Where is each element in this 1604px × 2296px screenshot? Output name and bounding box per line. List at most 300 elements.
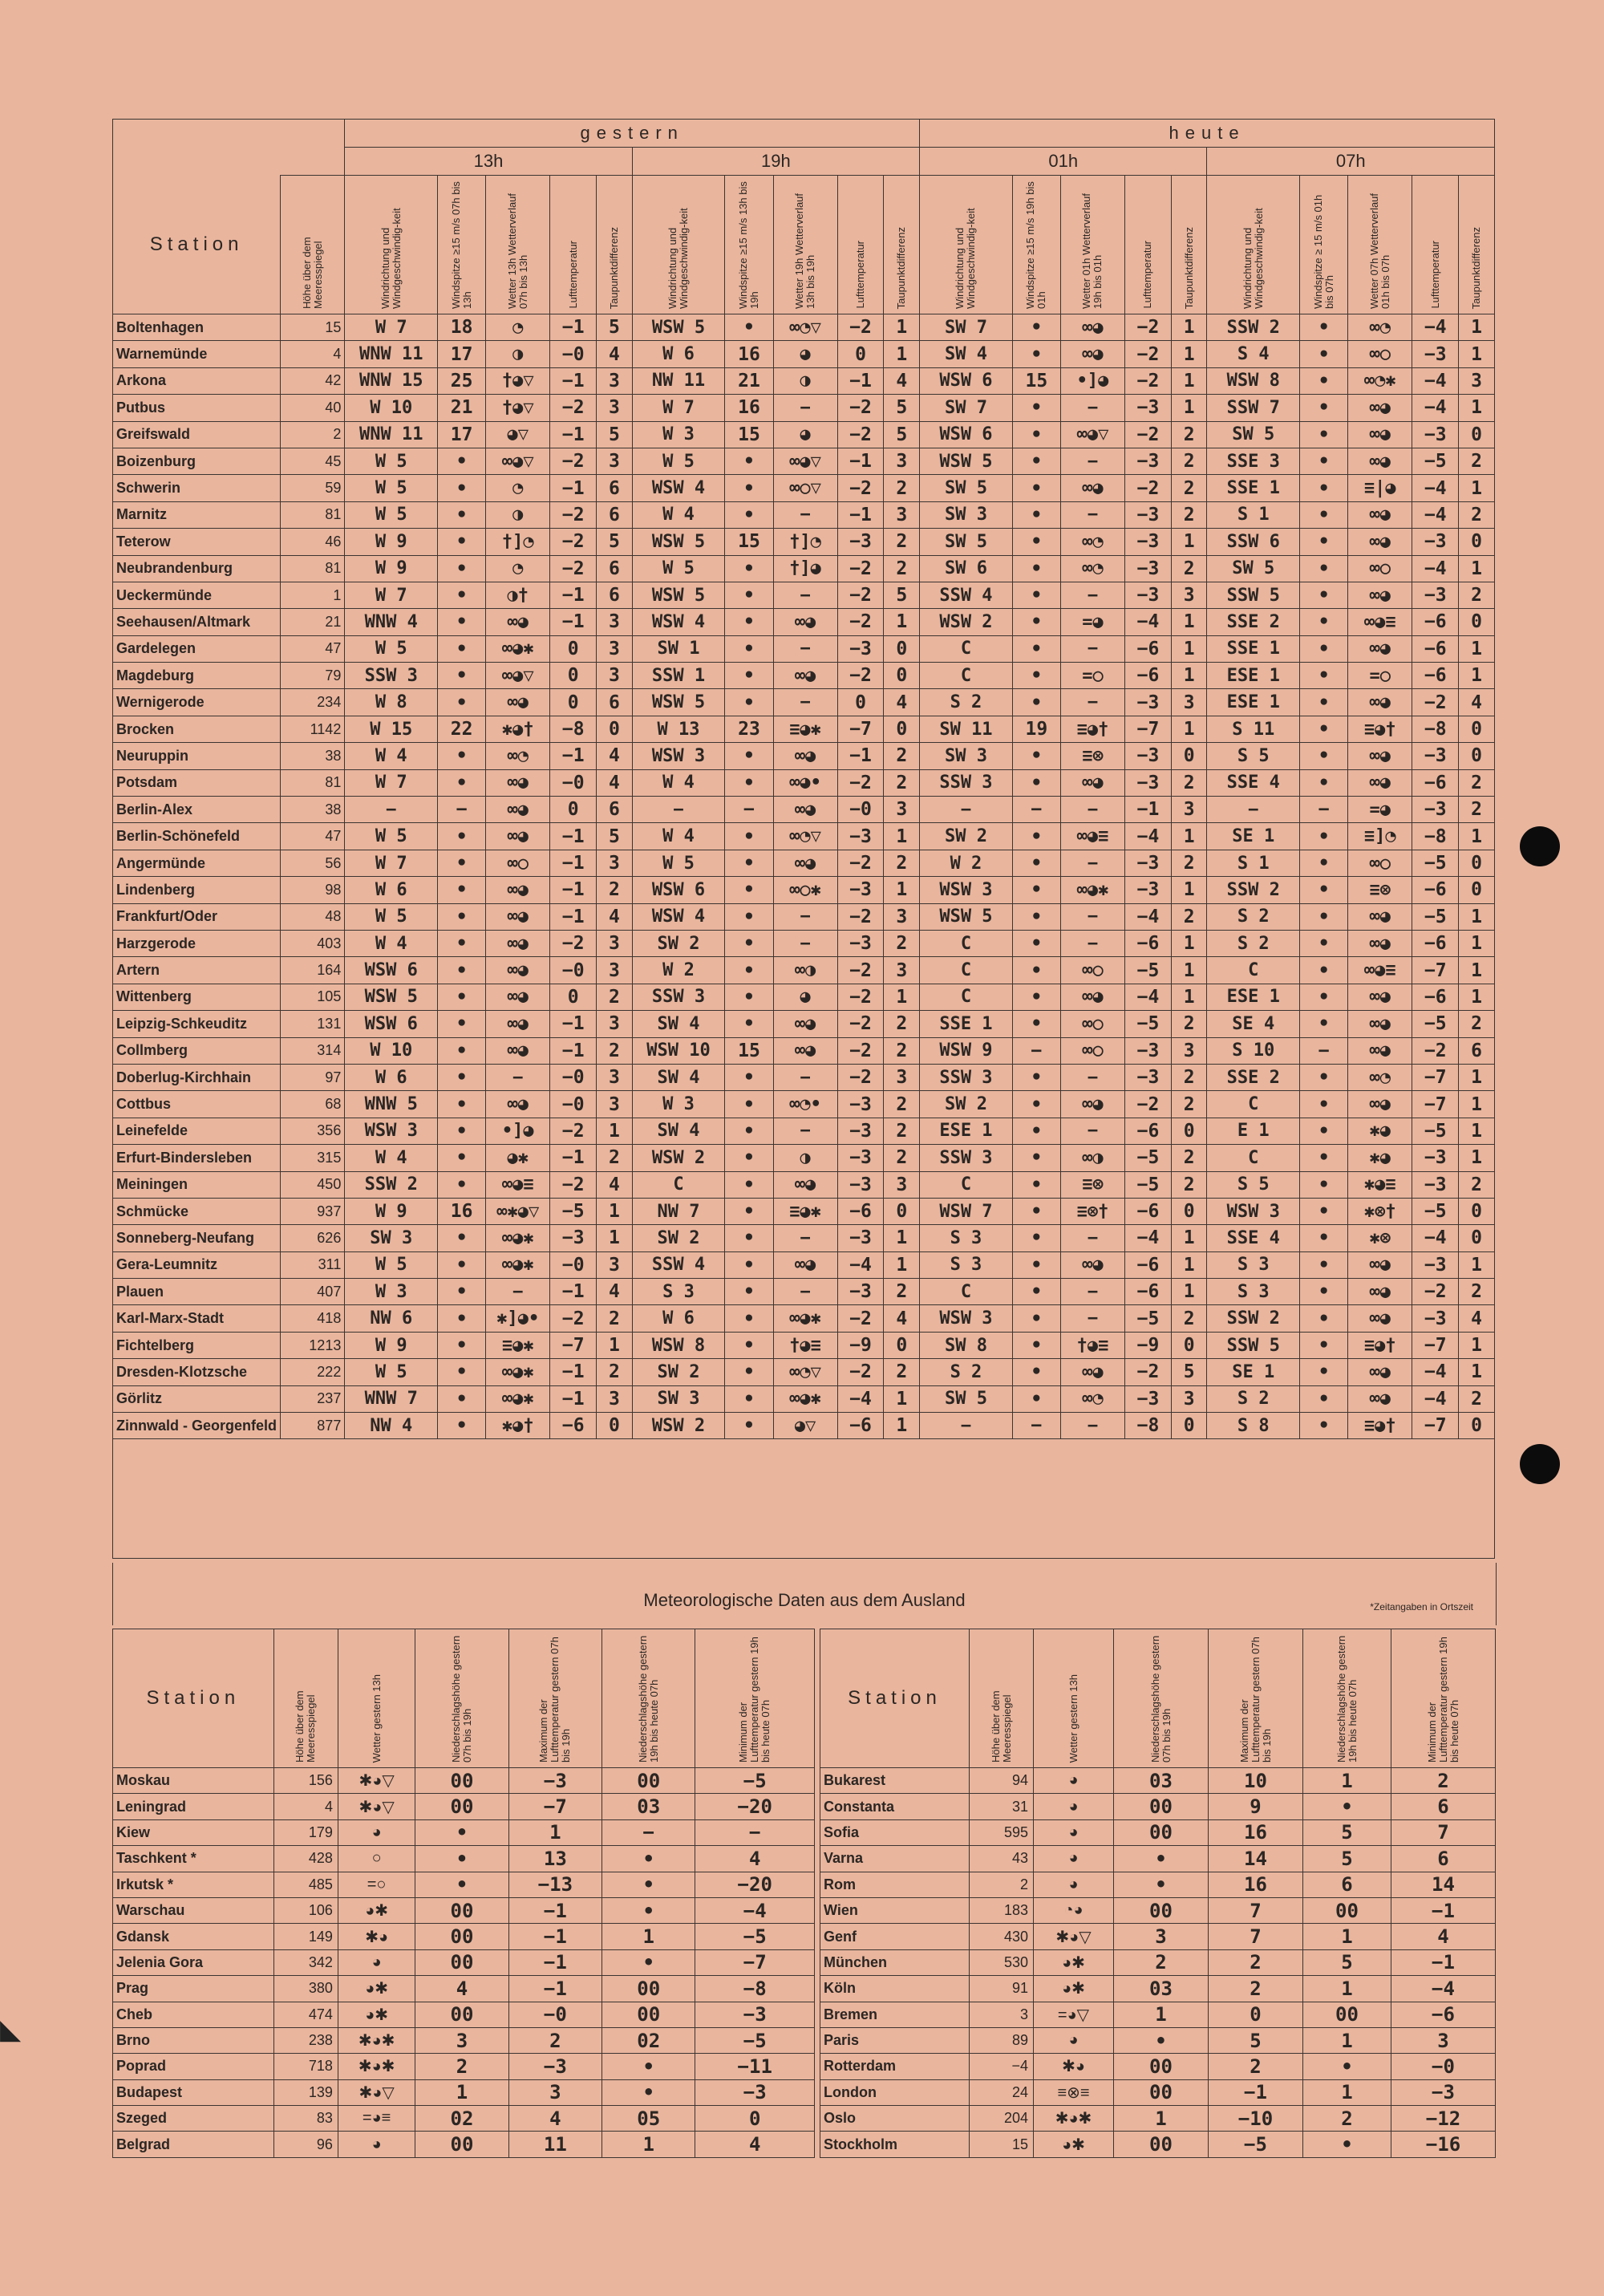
temp-max: −3 <box>508 1768 602 1794</box>
h01-weather: − <box>1060 582 1124 608</box>
precip-day: 00 <box>415 1794 508 1819</box>
g13-wind: WSW 6 <box>345 957 438 984</box>
g19-wind: WSW 5 <box>632 529 725 555</box>
temp-min: − <box>695 1819 815 1845</box>
station-name: Moskau <box>113 1768 274 1794</box>
station-height: 31 <box>970 1794 1034 1819</box>
g13-gust: • <box>438 1011 486 1037</box>
station-name: Karl-Marx-Stadt <box>113 1305 281 1332</box>
precip-night: • <box>602 2079 695 2105</box>
table-row <box>113 555 1495 582</box>
station-height: 430 <box>970 1924 1034 1949</box>
g13-temperature: −1 <box>550 1145 597 1171</box>
station-height: 156 <box>273 1768 338 1794</box>
station-name: Köln <box>820 1976 970 2002</box>
h01-wind: SW 2 <box>920 823 1013 850</box>
h07-dewpoint-diff: 2 <box>1459 1171 1495 1198</box>
h07-gust: • <box>1300 1251 1348 1278</box>
col-header-g19-4: Taupunktdifferenz <box>884 176 920 314</box>
h07-dewpoint-diff: 2 <box>1459 582 1495 608</box>
station-height: 81 <box>281 769 345 796</box>
h07-wind: S 10 <box>1207 1037 1300 1064</box>
g19-wind: WSW 5 <box>632 689 725 716</box>
punch-hole-lower <box>1520 1444 1560 1484</box>
precip-night: 1 <box>1303 1768 1391 1794</box>
table-row <box>113 341 1495 367</box>
precip-day: 02 <box>415 2106 508 2132</box>
h01-weather: ≡⊗† <box>1060 1198 1124 1224</box>
g19-dewpoint-diff: 3 <box>884 1064 920 1090</box>
h07-dewpoint-diff: 1 <box>1459 930 1495 956</box>
h01-temperature: −4 <box>1125 903 1172 930</box>
temp-max: 14 <box>1209 1846 1303 1872</box>
g13-dewpoint-diff: 6 <box>597 797 633 823</box>
station-height: 89 <box>970 2027 1034 2053</box>
g13-temperature: −2 <box>550 529 597 555</box>
station-name: Magdeburg <box>113 663 281 689</box>
precip-day: 00 <box>1114 2079 1209 2105</box>
weather: ◕ <box>338 1949 415 1975</box>
g13-temperature: −1 <box>550 877 597 903</box>
h07-temperature: −3 <box>1412 1171 1459 1198</box>
h01-weather: ∞○ <box>1060 1037 1124 1064</box>
station-name: Boizenburg <box>113 448 281 474</box>
h07-gust: • <box>1300 635 1348 662</box>
g13-temperature: −2 <box>550 555 597 582</box>
weather: ◕ <box>1034 2027 1114 2053</box>
station-height: 97 <box>281 1064 345 1090</box>
g13-wind: W 6 <box>345 877 438 903</box>
g13-weather: ∞◕ <box>486 877 550 903</box>
g19-wind: W 5 <box>632 850 725 876</box>
col-header-g13-0: Windrichtung und Windgeschwindig-keit <box>345 176 438 314</box>
h07-weather: ∞○ <box>1348 341 1412 367</box>
g13-weather: ∞◕▽ <box>486 448 550 474</box>
station-name: Szeged <box>113 2106 274 2132</box>
h01-wind: SW 8 <box>920 1332 1013 1358</box>
g13-wind: W 5 <box>345 635 438 662</box>
h07-dewpoint-diff: 2 <box>1459 1279 1495 1305</box>
h01-wind: SW 3 <box>920 743 1013 769</box>
table-row <box>113 421 1495 448</box>
h01-wind: C <box>920 1171 1013 1198</box>
g19-temperature: −2 <box>837 769 884 796</box>
h07-dewpoint-diff: 0 <box>1459 1198 1495 1224</box>
precip-night: 00 <box>1303 2002 1391 2027</box>
station-name: Poprad <box>113 2054 274 2079</box>
g13-temperature: −1 <box>550 850 597 876</box>
h01-dewpoint-diff: 3 <box>1171 689 1207 716</box>
g13-weather: ∞✱◕▽ <box>486 1198 550 1224</box>
g13-dewpoint-diff: 2 <box>597 877 633 903</box>
station-name: Brno <box>113 2027 274 2053</box>
h01-wind: SSW 3 <box>920 769 1013 796</box>
station-name: Rom <box>820 1872 970 1897</box>
h01-dewpoint-diff: 0 <box>1171 1332 1207 1358</box>
g13-temperature: 0 <box>550 797 597 823</box>
station-height: 937 <box>281 1198 345 1224</box>
h07-dewpoint-diff: 1 <box>1459 1145 1495 1171</box>
g19-wind: W 3 <box>632 421 725 448</box>
h01-dewpoint-diff: 1 <box>1171 716 1207 742</box>
g19-weather: ∞◔▽ <box>773 823 837 850</box>
h07-gust: • <box>1300 903 1348 930</box>
station-height: 315 <box>281 1145 345 1171</box>
temp-max: −13 <box>508 1872 602 1897</box>
h01-weather: ∞◕ <box>1060 769 1124 796</box>
g13-temperature: −1 <box>550 421 597 448</box>
station-height: 342 <box>273 1949 338 1975</box>
h07-wind: S 3 <box>1207 1251 1300 1278</box>
station-height: 2 <box>281 421 345 448</box>
table-row <box>820 2079 1496 2105</box>
precip-night: • <box>1303 2132 1391 2157</box>
precip-night: 00 <box>1303 1897 1391 1923</box>
g19-weather: − <box>773 582 837 608</box>
weather: =○ <box>338 1872 415 1897</box>
h07-dewpoint-diff: 1 <box>1459 475 1495 501</box>
station-height: 91 <box>970 1976 1034 2002</box>
table-row <box>113 1251 1495 1278</box>
h07-gust: • <box>1300 314 1348 341</box>
g19-weather: ◕ <box>773 341 837 367</box>
g19-dewpoint-diff: 4 <box>884 367 920 394</box>
g19-temperature: −9 <box>837 1332 884 1358</box>
g19-temperature: −3 <box>837 1279 884 1305</box>
g19-gust: • <box>725 1279 773 1305</box>
station-name: Leningrad <box>113 1794 274 1819</box>
precip-night: 1 <box>1303 1976 1391 2002</box>
h07-gust: • <box>1300 395 1348 421</box>
table-row <box>820 2027 1496 2053</box>
h07-gust: • <box>1300 1332 1348 1358</box>
table-row <box>113 877 1495 903</box>
station-height: 81 <box>281 501 345 528</box>
g19-wind: WSW 5 <box>632 314 725 341</box>
col-header-h01-2: Wetter 01h Wetterverlauf 19h bis 01h <box>1060 176 1124 314</box>
h07-wind: SSE 4 <box>1207 769 1300 796</box>
g19-weather: ∞◕✱ <box>773 1385 837 1412</box>
h01-weather: ∞◕≡ <box>1060 823 1124 850</box>
g13-weather: ∞○ <box>486 850 550 876</box>
g19-weather: ◕ <box>773 421 837 448</box>
h01-weather: ∞◕ <box>1060 475 1124 501</box>
temp-min: −0 <box>1391 2054 1496 2079</box>
h07-temperature: −5 <box>1412 903 1459 930</box>
h01-temperature: −6 <box>1125 1118 1172 1144</box>
weather: ◕✱ <box>338 2002 415 2027</box>
g13-gust: • <box>438 1145 486 1171</box>
g19-weather: †]◔ <box>773 529 837 555</box>
station-name: Erfurt-Bindersleben <box>113 1145 281 1171</box>
g13-temperature: 0 <box>550 635 597 662</box>
h01-wind: − <box>920 797 1013 823</box>
g13-gust: • <box>438 823 486 850</box>
station-height: 42 <box>281 367 345 394</box>
g13-temperature: −2 <box>550 1118 597 1144</box>
g19-gust: • <box>725 957 773 984</box>
station-height: 595 <box>970 1819 1034 1845</box>
h01-weather: ∞○ <box>1060 1011 1124 1037</box>
station-height: 56 <box>281 850 345 876</box>
g13-dewpoint-diff: 3 <box>597 609 633 635</box>
h01-weather: =○ <box>1060 663 1124 689</box>
h07-temperature: −2 <box>1412 1279 1459 1305</box>
weather: ≡⊗≡ <box>1034 2079 1114 2105</box>
precip-night: 00 <box>602 2002 695 2027</box>
g19-temperature: −3 <box>837 1118 884 1144</box>
g13-wind: W 4 <box>345 930 438 956</box>
station-name: Wittenberg <box>113 984 281 1010</box>
h01-gust: • <box>1012 1385 1060 1412</box>
g19-temperature: −2 <box>837 582 884 608</box>
h01-gust: • <box>1012 823 1060 850</box>
temp-min: 4 <box>695 2132 815 2157</box>
h01-wind: SW 7 <box>920 314 1013 341</box>
g13-weather: ◕✱ <box>486 1145 550 1171</box>
g13-dewpoint-diff: 3 <box>597 957 633 984</box>
h01-gust: • <box>1012 1251 1060 1278</box>
g19-temperature: −3 <box>837 823 884 850</box>
h01-gust: • <box>1012 1011 1060 1037</box>
h01-temperature: −2 <box>1125 1359 1172 1385</box>
station-height: 131 <box>281 1011 345 1037</box>
precip-night: 1 <box>602 1924 695 1949</box>
h07-weather: ∞◔✱ <box>1348 367 1412 394</box>
h07-dewpoint-diff: 2 <box>1459 1011 1495 1037</box>
station-name: Gera-Leumnitz <box>113 1251 281 1278</box>
domestic-weather-table <box>112 119 1495 1559</box>
h01-weather: ≡◕† <box>1060 716 1124 742</box>
g19-weather: ≡◕✱ <box>773 1198 837 1224</box>
g19-temperature: −6 <box>837 1413 884 1439</box>
temp-min: −3 <box>695 2002 815 2027</box>
g19-dewpoint-diff: 2 <box>884 850 920 876</box>
g19-temperature: −2 <box>837 1064 884 1090</box>
g19-dewpoint-diff: 0 <box>884 716 920 742</box>
g19-wind: W 6 <box>632 1305 725 1332</box>
station-name: Warnemünde <box>113 341 281 367</box>
g19-temperature: −2 <box>837 475 884 501</box>
h07-temperature: −5 <box>1412 448 1459 474</box>
g19-wind: WSW 3 <box>632 743 725 769</box>
precip-night: 00 <box>602 1768 695 1794</box>
g19-gust: • <box>725 769 773 796</box>
h01-temperature: −3 <box>1125 850 1172 876</box>
g13-wind: W 5 <box>345 448 438 474</box>
temp-max: 9 <box>1209 1794 1303 1819</box>
g13-dewpoint-diff: 6 <box>597 555 633 582</box>
g13-weather: ✱]◕• <box>486 1305 550 1332</box>
g13-wind: W 3 <box>345 1279 438 1305</box>
h07-weather: ∞◕ <box>1348 903 1412 930</box>
temp-max: 3 <box>508 2079 602 2105</box>
precip-night: 2 <box>1303 2106 1391 2132</box>
foreign-title: Meteorologische Daten aus dem Ausland <box>643 1590 966 1610</box>
station-name: München <box>820 1949 970 1975</box>
h01-temperature: −2 <box>1125 367 1172 394</box>
table-row <box>113 1768 815 1794</box>
g13-gust: • <box>438 903 486 930</box>
station-height: 1 <box>281 582 345 608</box>
station-height: 474 <box>273 2002 338 2027</box>
g13-temperature: −1 <box>550 1279 597 1305</box>
h07-wind: SSE 2 <box>1207 609 1300 635</box>
h07-gust: • <box>1300 582 1348 608</box>
h07-dewpoint-diff: 2 <box>1459 769 1495 796</box>
g13-wind: W 5 <box>345 475 438 501</box>
h07-temperature: −7 <box>1412 1413 1459 1439</box>
h01-wind: C <box>920 663 1013 689</box>
time-01h: 01h <box>920 148 1207 176</box>
g19-weather: ∞◕ <box>773 1251 837 1278</box>
g13-gust: • <box>438 635 486 662</box>
g13-wind: W 9 <box>345 555 438 582</box>
g13-temperature: −2 <box>550 395 597 421</box>
h01-wind: SW 5 <box>920 475 1013 501</box>
g19-temperature: −4 <box>837 1385 884 1412</box>
g13-dewpoint-diff: 2 <box>597 1305 633 1332</box>
g19-gust: • <box>725 1251 773 1278</box>
station-name: Putbus <box>113 395 281 421</box>
table-row <box>113 1949 815 1975</box>
h01-gust: • <box>1012 743 1060 769</box>
h01-weather: − <box>1060 1118 1124 1144</box>
h01-weather: ∞◕✱ <box>1060 877 1124 903</box>
h01-gust: • <box>1012 1171 1060 1198</box>
table-row <box>113 582 1495 608</box>
station-name: Collmberg <box>113 1037 281 1064</box>
precip-night: 1 <box>1303 2079 1391 2105</box>
station-height: 4 <box>273 1794 338 1819</box>
h01-dewpoint-diff: 2 <box>1171 555 1207 582</box>
h07-wind: E 1 <box>1207 1118 1300 1144</box>
station-name: Plauen <box>113 1279 281 1305</box>
g13-weather: ∞◕ <box>486 984 550 1010</box>
station-name: Bremen <box>820 2002 970 2027</box>
g13-gust: 17 <box>438 421 486 448</box>
col-header-g13-1: Windspitze ≥15 m/s 07h bis 13h <box>438 176 486 314</box>
station-height: 38 <box>281 743 345 769</box>
precip-night: • <box>602 2054 695 2079</box>
g19-wind: SW 3 <box>632 1385 725 1412</box>
g13-weather: ∞◕ <box>486 903 550 930</box>
g19-wind: SW 4 <box>632 1064 725 1090</box>
station-height: 311 <box>281 1251 345 1278</box>
h07-dewpoint-diff: 1 <box>1459 1064 1495 1090</box>
station-height: 314 <box>281 1037 345 1064</box>
h01-dewpoint-diff: 3 <box>1171 1037 1207 1064</box>
precip-day: • <box>1114 2027 1209 2053</box>
temp-min: −16 <box>1391 2132 1496 2157</box>
h01-wind: S 2 <box>920 1359 1013 1385</box>
h01-temperature: −2 <box>1125 314 1172 341</box>
g13-dewpoint-diff: 6 <box>597 475 633 501</box>
h07-temperature: −5 <box>1412 850 1459 876</box>
temp-max: 11 <box>508 2132 602 2157</box>
h01-gust: • <box>1012 1091 1060 1118</box>
g19-gust: • <box>725 609 773 635</box>
station-name: Frankfurt/Oder <box>113 903 281 930</box>
h01-wind: W 2 <box>920 850 1013 876</box>
station-name: Ueckermünde <box>113 582 281 608</box>
weather: ✱◕✱ <box>338 2054 415 2079</box>
h07-wind: SSE 1 <box>1207 475 1300 501</box>
g13-gust: 17 <box>438 341 486 367</box>
temp-min: 0 <box>695 2106 815 2132</box>
g13-dewpoint-diff: 5 <box>597 421 633 448</box>
weather: ✱◕✱ <box>1034 2106 1114 2132</box>
g19-gust: • <box>725 877 773 903</box>
g13-dewpoint-diff: 3 <box>597 663 633 689</box>
g13-gust: 22 <box>438 716 486 742</box>
station-height: 15 <box>281 314 345 341</box>
h01-gust: • <box>1012 501 1060 528</box>
g13-weather: ◔ <box>486 314 550 341</box>
h01-dewpoint-diff: 0 <box>1171 1198 1207 1224</box>
h01-gust: • <box>1012 984 1060 1010</box>
foreign-right-tmin-header: Minimum der Lufttemperatur gestern 19h bis heute 07h <box>1391 1629 1496 1768</box>
station-name: Varna <box>820 1846 970 1872</box>
h07-gust: • <box>1300 341 1348 367</box>
h07-weather: ∞◕ <box>1348 1359 1412 1385</box>
g13-wind: W 10 <box>345 395 438 421</box>
station-height: 1213 <box>281 1332 345 1358</box>
g13-weather: ∞◕✱ <box>486 1385 550 1412</box>
temp-max: −1 <box>1209 2079 1303 2105</box>
station-name: Teterow <box>113 529 281 555</box>
g13-gust: • <box>438 1251 486 1278</box>
station-name: Cottbus <box>113 1091 281 1118</box>
g13-temperature: 0 <box>550 984 597 1010</box>
col-header-g19-0: Windrichtung und Windgeschwindig-keit <box>632 176 725 314</box>
h01-temperature: −3 <box>1125 769 1172 796</box>
h07-temperature: −4 <box>1412 1359 1459 1385</box>
h01-wind: SW 7 <box>920 395 1013 421</box>
h07-weather: ∞◕ <box>1348 1279 1412 1305</box>
h01-weather: ∞◕ <box>1060 341 1124 367</box>
h07-gust: • <box>1300 1413 1348 1439</box>
h07-weather: ✱◕ <box>1348 1118 1412 1144</box>
h01-temperature: −2 <box>1125 1091 1172 1118</box>
table-row <box>113 663 1495 689</box>
table-row <box>113 1846 815 1872</box>
g19-weather: − <box>773 1118 837 1144</box>
h01-gust: 19 <box>1012 716 1060 742</box>
station-height: 877 <box>281 1413 345 1439</box>
h07-temperature: −6 <box>1412 930 1459 956</box>
h07-dewpoint-diff: 1 <box>1459 555 1495 582</box>
station-name: Stockholm <box>820 2132 970 2157</box>
h07-weather: ∞◕ <box>1348 1091 1412 1118</box>
h01-wind: − <box>920 1413 1013 1439</box>
station-name: Boltenhagen <box>113 314 281 341</box>
station-height: 83 <box>273 2106 338 2132</box>
g13-gust: • <box>438 769 486 796</box>
h01-dewpoint-diff: 3 <box>1171 1385 1207 1412</box>
table-row <box>113 1819 815 1845</box>
h07-temperature: −6 <box>1412 663 1459 689</box>
g13-wind: WSW 3 <box>345 1118 438 1144</box>
g13-wind: W 5 <box>345 1251 438 1278</box>
h07-gust: • <box>1300 1171 1348 1198</box>
h07-wind: S 2 <box>1207 903 1300 930</box>
g19-gust: • <box>725 1225 773 1251</box>
h01-temperature: −4 <box>1125 823 1172 850</box>
g13-dewpoint-diff: 3 <box>597 850 633 876</box>
g13-gust: • <box>438 743 486 769</box>
g13-wind: W 4 <box>345 743 438 769</box>
